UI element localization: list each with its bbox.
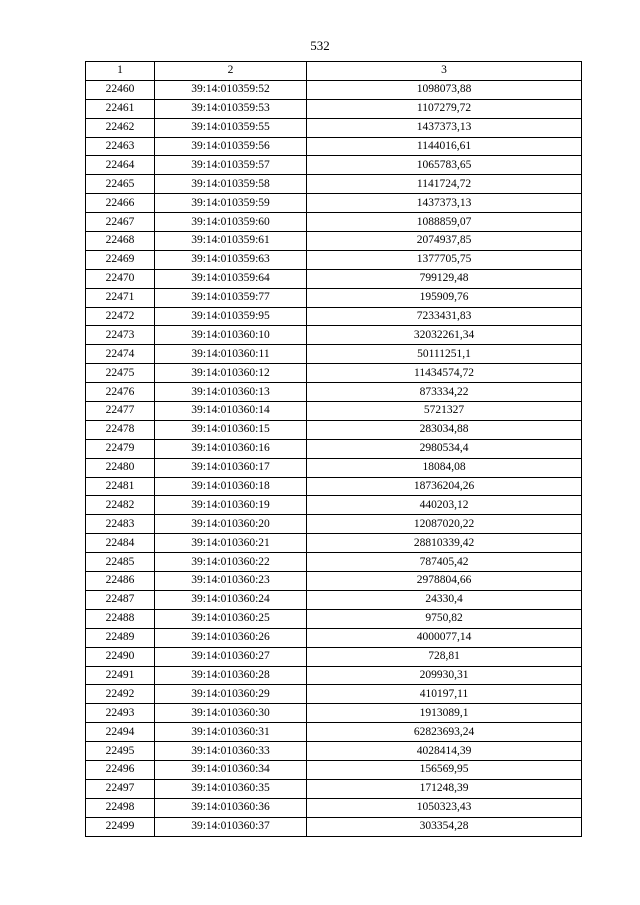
table-row [86,232,582,251]
value-cell: 873334,22 [307,383,582,402]
row-number-cell: 22498 [86,798,155,817]
cadastral-number-cell: 39:14:010360:15 [155,420,307,439]
row-number-cell: 22466 [86,194,155,213]
value-cell: 1088859,07 [307,213,582,232]
row-number-cell: 22496 [86,760,155,779]
row-number-cell: 22497 [86,779,155,798]
row-number-cell: 22464 [86,156,155,175]
cadastral-number-cell: 39:14:010360:34 [155,760,307,779]
row-number-cell: 22463 [86,137,155,156]
cadastral-number-cell: 39:14:010359:64 [155,269,307,288]
value-cell: 24330,4 [307,590,582,609]
cadastral-number-cell: 39:14:010359:52 [155,80,307,99]
row-number-cell: 22467 [86,213,155,232]
row-number-cell: 22470 [86,269,155,288]
table-row [86,798,582,817]
value-cell: 440203,12 [307,496,582,515]
value-cell: 2980534,4 [307,439,582,458]
column-header-1: 1 [86,62,155,81]
column-header-3: 3 [307,62,582,81]
value-cell: 410197,11 [307,685,582,704]
value-cell: 1377705,75 [307,250,582,269]
row-number-cell: 22491 [86,666,155,685]
table-row [86,383,582,402]
value-cell: 12087020,22 [307,515,582,534]
table-row [86,685,582,704]
value-cell: 283034,88 [307,420,582,439]
row-number-cell: 22495 [86,742,155,761]
row-number-cell: 22493 [86,704,155,723]
table-row [86,288,582,307]
table-row [86,345,582,364]
value-cell: 1144016,61 [307,137,582,156]
cadastral-number-cell: 39:14:010360:13 [155,383,307,402]
value-cell: 728,81 [307,647,582,666]
cadastral-number-cell: 39:14:010359:95 [155,307,307,326]
row-number-cell: 22477 [86,402,155,421]
table-row [86,439,582,458]
cadastral-number-cell: 39:14:010360:10 [155,326,307,345]
row-number-cell: 22475 [86,364,155,383]
row-number-cell: 22494 [86,723,155,742]
table-header-row [86,62,582,81]
cadastral-number-cell: 39:14:010360:21 [155,534,307,553]
cadastral-number-cell: 39:14:010359:60 [155,213,307,232]
table-row [86,213,582,232]
value-cell: 1098073,88 [307,80,582,99]
row-number-cell: 22485 [86,553,155,572]
row-number-cell: 22471 [86,288,155,307]
table-row [86,137,582,156]
table-row [86,175,582,194]
cadastral-number-cell: 39:14:010360:35 [155,779,307,798]
value-cell: 156569,95 [307,760,582,779]
value-cell: 4000077,14 [307,628,582,647]
cadastral-number-cell: 39:14:010359:63 [155,250,307,269]
row-number-cell: 22468 [86,232,155,251]
value-cell: 171248,39 [307,779,582,798]
table-row [86,666,582,685]
cadastral-number-cell: 39:14:010360:30 [155,704,307,723]
table-row [86,572,582,591]
table-body [86,80,582,836]
table-row [86,307,582,326]
cadastral-number-cell: 39:14:010360:29 [155,685,307,704]
table-row [86,326,582,345]
value-cell: 32032261,34 [307,326,582,345]
table-row [86,534,582,553]
value-cell: 195909,76 [307,288,582,307]
value-cell: 2978804,66 [307,572,582,591]
table-row [86,742,582,761]
value-cell: 7233431,83 [307,307,582,326]
table-row [86,99,582,118]
table-row [86,628,582,647]
row-number-cell: 22482 [86,496,155,515]
row-number-cell: 22484 [86,534,155,553]
value-cell: 2074937,85 [307,232,582,251]
value-cell: 1141724,72 [307,175,582,194]
row-number-cell: 22487 [86,590,155,609]
page-number: 532 [310,38,330,53]
value-cell: 209930,31 [307,666,582,685]
table-row [86,647,582,666]
value-cell: 18736204,26 [307,477,582,496]
cadastral-number-cell: 39:14:010359:56 [155,137,307,156]
value-cell: 62823693,24 [307,723,582,742]
row-number-cell: 22462 [86,118,155,137]
table-row [86,420,582,439]
cadastral-number-cell: 39:14:010360:11 [155,345,307,364]
value-cell: 1107279,72 [307,99,582,118]
table-row [86,477,582,496]
cadastral-number-cell: 39:14:010360:17 [155,458,307,477]
value-cell: 1065783,65 [307,156,582,175]
row-number-cell: 22486 [86,572,155,591]
table-row [86,458,582,477]
cadastral-number-cell: 39:14:010359:55 [155,118,307,137]
value-cell: 5721327 [307,402,582,421]
table-row [86,80,582,99]
cadastral-number-cell: 39:14:010360:26 [155,628,307,647]
value-cell: 11434574,72 [307,364,582,383]
table-row [86,723,582,742]
row-number-cell: 22492 [86,685,155,704]
cadastral-number-cell: 39:14:010359:61 [155,232,307,251]
row-number-cell: 22473 [86,326,155,345]
cadastral-number-cell: 39:14:010360:18 [155,477,307,496]
table-row [86,817,582,836]
table-row [86,779,582,798]
column-header-2: 2 [155,62,307,81]
row-number-cell: 22469 [86,250,155,269]
row-number-cell: 22488 [86,609,155,628]
row-number-cell: 22478 [86,420,155,439]
cadastral-number-cell: 39:14:010359:58 [155,175,307,194]
row-number-cell: 22490 [86,647,155,666]
row-number-cell: 22481 [86,477,155,496]
value-cell: 4028414,39 [307,742,582,761]
cadastral-number-cell: 39:14:010360:36 [155,798,307,817]
row-number-cell: 22460 [86,80,155,99]
value-cell: 28810339,42 [307,534,582,553]
cadastral-number-cell: 39:14:010359:59 [155,194,307,213]
row-number-cell: 22479 [86,439,155,458]
cadastral-number-cell: 39:14:010360:19 [155,496,307,515]
table-row [86,118,582,137]
table-row [86,553,582,572]
row-number-cell: 22480 [86,458,155,477]
table-row [86,364,582,383]
value-cell: 1437373,13 [307,118,582,137]
value-cell: 787405,42 [307,553,582,572]
value-cell: 18084,08 [307,458,582,477]
table-row [86,194,582,213]
row-number-cell: 22474 [86,345,155,364]
value-cell: 1050323,43 [307,798,582,817]
table-row [86,156,582,175]
table-row [86,496,582,515]
data-table [85,61,582,837]
value-cell: 1437373,13 [307,194,582,213]
value-cell: 799129,48 [307,269,582,288]
cadastral-number-cell: 39:14:010360:37 [155,817,307,836]
table-row [86,590,582,609]
cadastral-number-cell: 39:14:010360:20 [155,515,307,534]
cadastral-number-cell: 39:14:010360:14 [155,402,307,421]
cadastral-number-cell: 39:14:010359:53 [155,99,307,118]
cadastral-number-cell: 39:14:010360:33 [155,742,307,761]
cadastral-number-cell: 39:14:010360:31 [155,723,307,742]
value-cell: 303354,28 [307,817,582,836]
value-cell: 1913089,1 [307,704,582,723]
cadastral-number-cell: 39:14:010359:57 [155,156,307,175]
value-cell: 9750,82 [307,609,582,628]
cadastral-number-cell: 39:14:010359:77 [155,288,307,307]
row-number-cell: 22499 [86,817,155,836]
cadastral-number-cell: 39:14:010360:25 [155,609,307,628]
table-row [86,704,582,723]
table-row [86,250,582,269]
cadastral-number-cell: 39:14:010360:28 [155,666,307,685]
table-row [86,515,582,534]
row-number-cell: 22483 [86,515,155,534]
row-number-cell: 22465 [86,175,155,194]
table-row [86,402,582,421]
cadastral-number-cell: 39:14:010360:27 [155,647,307,666]
value-cell: 50111251,1 [307,345,582,364]
cadastral-number-cell: 39:14:010360:24 [155,590,307,609]
table-row [86,760,582,779]
row-number-cell: 22472 [86,307,155,326]
row-number-cell: 22461 [86,99,155,118]
cadastral-number-cell: 39:14:010360:12 [155,364,307,383]
row-number-cell: 22489 [86,628,155,647]
row-number-cell: 22476 [86,383,155,402]
cadastral-number-cell: 39:14:010360:22 [155,553,307,572]
cadastral-number-cell: 39:14:010360:16 [155,439,307,458]
table-row [86,609,582,628]
table-row [86,269,582,288]
cadastral-number-cell: 39:14:010360:23 [155,572,307,591]
